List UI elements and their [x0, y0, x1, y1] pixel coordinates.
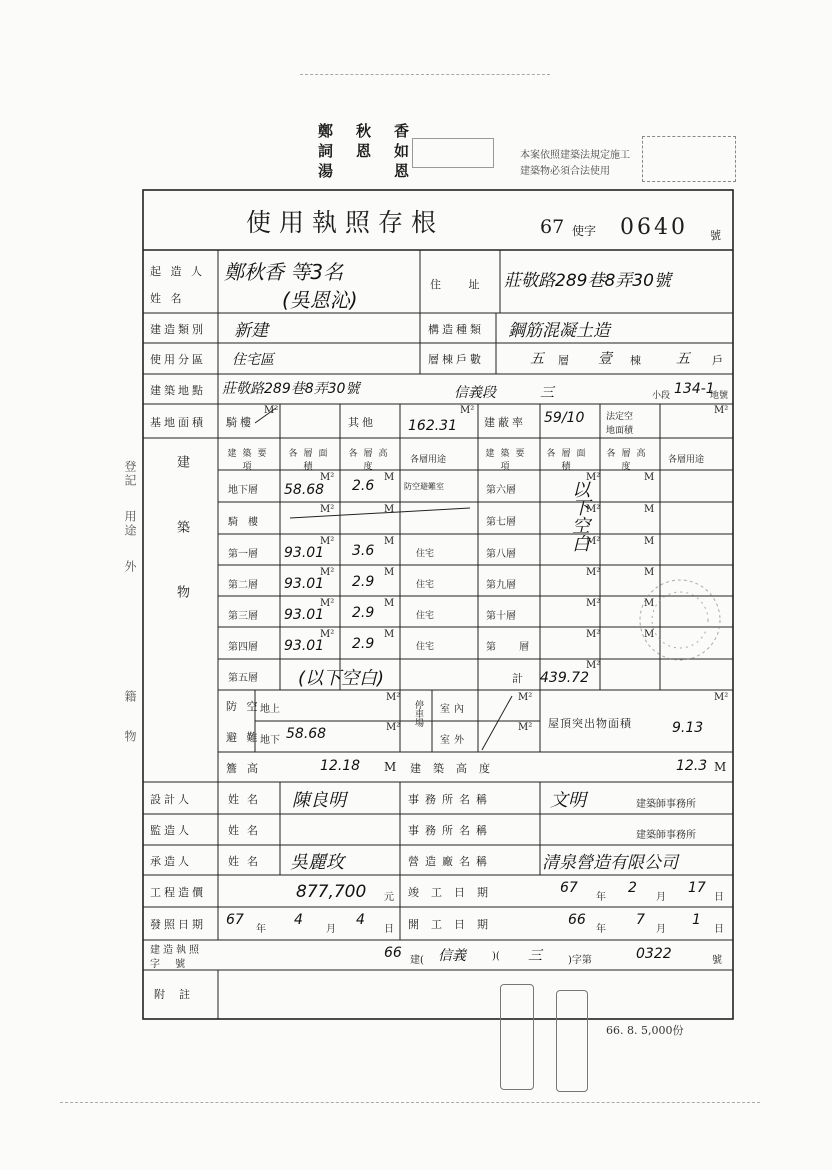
designer-name: 陳良明	[292, 790, 346, 811]
designer-role: 設計人	[150, 793, 192, 806]
outdoor-unit: M²	[518, 722, 533, 733]
floors-word: 層	[558, 354, 572, 367]
top-name-4: 詞	[318, 142, 334, 160]
permit-label-2: 字 號	[150, 959, 192, 970]
units-word: 戶	[712, 354, 726, 367]
permit-district: 信義	[438, 948, 466, 964]
row-name-floor1: 第一層	[228, 549, 258, 560]
site-subsection: 小段	[652, 391, 671, 401]
col-height-right: 各層高度	[606, 449, 652, 472]
permit-mid-3: )字第	[568, 955, 592, 966]
document-title: 使用執照存根	[246, 208, 445, 237]
side-left-text-4: 籍	[123, 690, 137, 704]
outdoor-label: 室外	[440, 735, 468, 746]
row-name-floor9: 第九層	[486, 580, 516, 591]
cost-unit: 元	[384, 892, 394, 903]
start-label: 開工日期	[408, 918, 500, 931]
finish-month-word: 月	[656, 892, 666, 903]
arcade-unit: M²	[264, 405, 279, 416]
building-left-header: 建築物	[174, 455, 189, 650]
unit-m2-left-1: M²	[320, 472, 335, 483]
unit-m2-r5: M²	[586, 598, 601, 609]
below-unit: M²	[386, 722, 401, 733]
factory-label: 營造廠名稱	[408, 855, 493, 868]
unit-m-left-2: M	[384, 504, 395, 515]
issue-label: 發照日期	[150, 918, 206, 931]
decorative-seal-scribble	[620, 560, 730, 680]
unit-m2-left-5: M²	[320, 598, 335, 609]
parking-label: 停車場	[413, 700, 423, 727]
row-area-floor4: 93.01	[284, 638, 325, 654]
address-label: 住 址	[430, 278, 492, 291]
top-name-3: 香	[394, 122, 410, 140]
unit-m-r3: M	[644, 536, 655, 547]
row-height-floor2: 2.9	[352, 574, 375, 590]
unit-m-left-1: M	[384, 472, 395, 483]
row-name-basement: 地下層	[228, 485, 258, 496]
buildings-count: 壹	[598, 351, 612, 367]
bottom-stamp-left	[500, 984, 534, 1090]
unit-m-left-5: M	[384, 598, 395, 609]
row-name-floor4: 第四層	[228, 642, 258, 653]
remarks-label: 附註	[154, 988, 204, 1001]
row-name-arcade: 騎樓	[228, 517, 268, 528]
shelter-label-1: 防 空	[226, 700, 261, 713]
owner-label-2: 姓 名	[150, 292, 185, 305]
row-name-floor5: 第五層	[228, 673, 258, 684]
bottom-scan-edge	[60, 1102, 760, 1103]
side-left-text-3: 外	[123, 560, 137, 574]
unit-m2-left-6: M²	[320, 629, 335, 640]
eave-height-label: 簷高	[226, 762, 268, 775]
cost-value: 877,700	[296, 882, 367, 902]
total-value: 439.72	[540, 670, 589, 686]
row-name-floor-blank: 第 層	[486, 642, 540, 653]
finish-label: 竣工日期	[408, 886, 500, 899]
top-name-2: 秋	[356, 122, 372, 140]
unit-m2-r2: M²	[586, 504, 601, 515]
site-road: 莊敬路289巷8弄30號	[222, 381, 360, 397]
owner-sub: (吳恩沁)	[282, 288, 358, 312]
row-name-floor7: 第七層	[486, 517, 516, 528]
site-label: 建築地點	[150, 384, 206, 397]
firm-label: 事務所名稱	[408, 793, 493, 806]
finish-year-word: 年	[596, 892, 606, 903]
contractor-role: 承造人	[150, 855, 192, 868]
row-use-floor1: 住宅	[416, 549, 435, 559]
col-item-right: 建築要項	[485, 449, 531, 472]
site-district: 信義段	[454, 385, 496, 401]
permit-number: 0322	[636, 946, 672, 962]
top-name-1: 鄭	[318, 122, 334, 140]
legal-unit: M²	[714, 405, 729, 416]
unit-m2-r1: M²	[586, 472, 601, 483]
floors-label: 層棟戶數	[428, 353, 484, 366]
unit-m-r1: M	[644, 472, 655, 483]
doc-code: 使字	[572, 224, 597, 238]
structure-label: 構造種類	[428, 323, 484, 336]
row-use-basement: 防空避難室	[404, 482, 444, 491]
row-use-floor4: 住宅	[416, 642, 435, 652]
unit-m-r5: M	[644, 598, 655, 609]
indoor-label: 室內	[440, 704, 468, 715]
row-height-floor1: 3.6	[352, 543, 375, 559]
unit-m2-r3: M²	[586, 536, 601, 547]
other-area: 162.31	[408, 418, 457, 434]
col-item-left: 建築要項	[227, 449, 273, 472]
top-note-1: 本案依照建築法規定施工	[520, 150, 630, 161]
row-name-floor3: 第三層	[228, 611, 258, 622]
building-height-unit: M	[714, 760, 727, 774]
col-use-left: 各層用途	[410, 455, 447, 465]
issue-day: 4	[356, 912, 365, 928]
indoor-unit: M²	[518, 692, 533, 703]
side-left-text-5: 物	[123, 730, 137, 744]
issue-day-word: 日	[384, 924, 394, 935]
side-left-text-1: 登記	[123, 460, 137, 488]
total-unit: M²	[586, 660, 601, 671]
row-use-floor5: (以下空白)	[298, 668, 385, 689]
legal-label-1: 法定空	[606, 412, 634, 422]
owner-name: 鄭秋香 等3名	[224, 260, 344, 284]
unit-m-r6: M	[644, 629, 655, 640]
row-use-floor3: 住宅	[416, 611, 435, 621]
permit-end: 號	[712, 955, 722, 966]
buildings-word: 棟	[630, 354, 644, 367]
start-day-word: 日	[714, 924, 724, 935]
below-label: 地下	[260, 735, 280, 746]
issue-month-word: 月	[326, 924, 336, 935]
arcade-label: 騎樓	[226, 416, 254, 429]
permit-mid-2: )(	[492, 951, 500, 962]
category-label: 建造類別	[150, 323, 206, 336]
col-height-left: 各層高度	[348, 449, 394, 472]
start-day: 1	[692, 912, 701, 928]
coverage-value: 59/10	[544, 410, 585, 426]
unit-m-left-6: M	[384, 629, 395, 640]
roof-area: 9.13	[672, 720, 704, 736]
supervisor-firm-label: 事務所名稱	[408, 824, 493, 837]
eave-height-unit: M	[384, 760, 397, 774]
finish-month: 2	[628, 880, 637, 896]
contractor-name: 吳麗玫	[290, 852, 344, 873]
finish-day: 17	[688, 880, 706, 896]
site-section: 三	[540, 385, 554, 401]
row-name-floor2: 第二層	[228, 580, 258, 591]
supervisor-firm-suffix: 建築師事務所	[636, 830, 696, 841]
start-year: 66	[568, 912, 586, 928]
designer-name-label: 姓名	[228, 793, 266, 806]
floors-count: 五	[530, 351, 544, 367]
unit-m-r2: M	[644, 504, 655, 515]
building-height-label: 建築高度	[410, 762, 502, 775]
row-name-floor6: 第六層	[486, 485, 516, 496]
issue-month: 4	[294, 912, 303, 928]
structure-value: 鋼筋混凝土造	[508, 321, 610, 341]
permit-year: 66	[384, 945, 402, 961]
start-month: 7	[636, 912, 645, 928]
footer-print-note: 66. 8. 5,000份	[606, 1024, 684, 1037]
col-area-left: 各層面積	[288, 449, 334, 472]
row-area-basement: 58.68	[284, 482, 325, 498]
building-height-value: 12.3	[676, 758, 708, 774]
doc-year: 67	[540, 216, 565, 238]
row-height-floor3: 2.9	[352, 605, 375, 621]
unit-m-r4: M	[644, 567, 655, 578]
legal-label-2: 地面積	[606, 426, 634, 436]
issue-year-word: 年	[256, 924, 266, 935]
unit-m2-left-4: M²	[320, 567, 335, 578]
address-value: 莊敬路289巷8弄30號	[504, 271, 671, 291]
coverage-label: 建蔽率	[484, 416, 526, 429]
row-name-floor10: 第十層	[486, 611, 516, 622]
area-label: 基地面積	[150, 416, 206, 429]
row-use-floor2: 住宅	[416, 580, 435, 590]
doc-number: 0640	[620, 215, 688, 240]
unit-m-left-3: M	[384, 536, 395, 547]
side-left-text-2: 用途	[123, 510, 137, 538]
units-count: 五	[676, 351, 690, 367]
other-label: 其他	[348, 416, 376, 429]
roof-unit: M²	[714, 692, 729, 703]
row-height-floor4: 2.9	[352, 636, 375, 652]
top-name-6: 如	[394, 142, 410, 160]
top-name-7: 湯	[318, 162, 334, 180]
above-unit: M²	[386, 692, 401, 703]
site-lot: 134-1	[674, 381, 715, 397]
unit-m-left-4: M	[384, 567, 395, 578]
row-area-floor3: 93.01	[284, 607, 325, 623]
permit-label-1: 建造執照	[150, 945, 202, 956]
row-height-basement: 2.6	[352, 478, 375, 494]
above-label: 地上	[260, 704, 280, 715]
site-lot-word: 地號	[710, 391, 729, 401]
factory-name: 清泉營造有限公司	[542, 853, 678, 873]
supervisor-role: 監造人	[150, 824, 192, 837]
finish-year: 67	[560, 880, 578, 896]
unit-m2-left-2: M²	[320, 504, 335, 515]
top-scan-edge	[300, 74, 550, 75]
top-note-2: 建築物必須合法使用	[520, 166, 610, 177]
top-name-8: 恩	[394, 162, 410, 180]
row-name-floor8: 第八層	[486, 549, 516, 560]
bottom-stamp-right	[556, 990, 588, 1092]
top-name-5: 恩	[356, 142, 372, 160]
zone-value: 住宅區	[232, 352, 274, 368]
col-area-right: 各層面積	[546, 449, 592, 472]
below-area: 58.68	[286, 726, 327, 742]
supervisor-name-label: 姓名	[228, 824, 266, 837]
other-unit: M²	[460, 405, 475, 416]
finish-day-word: 日	[714, 892, 724, 903]
eave-height-value: 12.18	[320, 758, 361, 774]
permit-section: 三	[528, 948, 542, 964]
firm-name: 文明	[550, 790, 586, 811]
doc-suffix: 號	[710, 229, 721, 242]
owner-label-1: 起 造 人	[150, 265, 205, 278]
roof-label: 屋頂突出物面積	[548, 717, 632, 730]
unit-m2-r4: M²	[586, 567, 601, 578]
total-label: 計	[512, 672, 523, 685]
right-blank-note: 以下空白	[569, 480, 590, 552]
firm-suffix: 建築師事務所	[636, 799, 696, 810]
unit-m2-left-3: M²	[320, 536, 335, 547]
start-month-word: 月	[656, 924, 666, 935]
issue-year: 67	[226, 912, 244, 928]
contractor-name-label: 姓名	[228, 855, 266, 868]
col-use-right: 各層用途	[668, 455, 705, 465]
category-value: 新建	[234, 321, 268, 341]
zone-label: 使用分區	[150, 353, 206, 366]
cost-label: 工程造價	[150, 886, 206, 899]
permit-mid-1: 建(	[410, 955, 424, 966]
unit-m2-r6: M²	[586, 629, 601, 640]
row-area-floor2: 93.01	[284, 576, 325, 592]
start-year-word: 年	[596, 924, 606, 935]
row-area-floor1: 93.01	[284, 545, 325, 561]
shelter-label-2: 避 難	[226, 731, 261, 744]
